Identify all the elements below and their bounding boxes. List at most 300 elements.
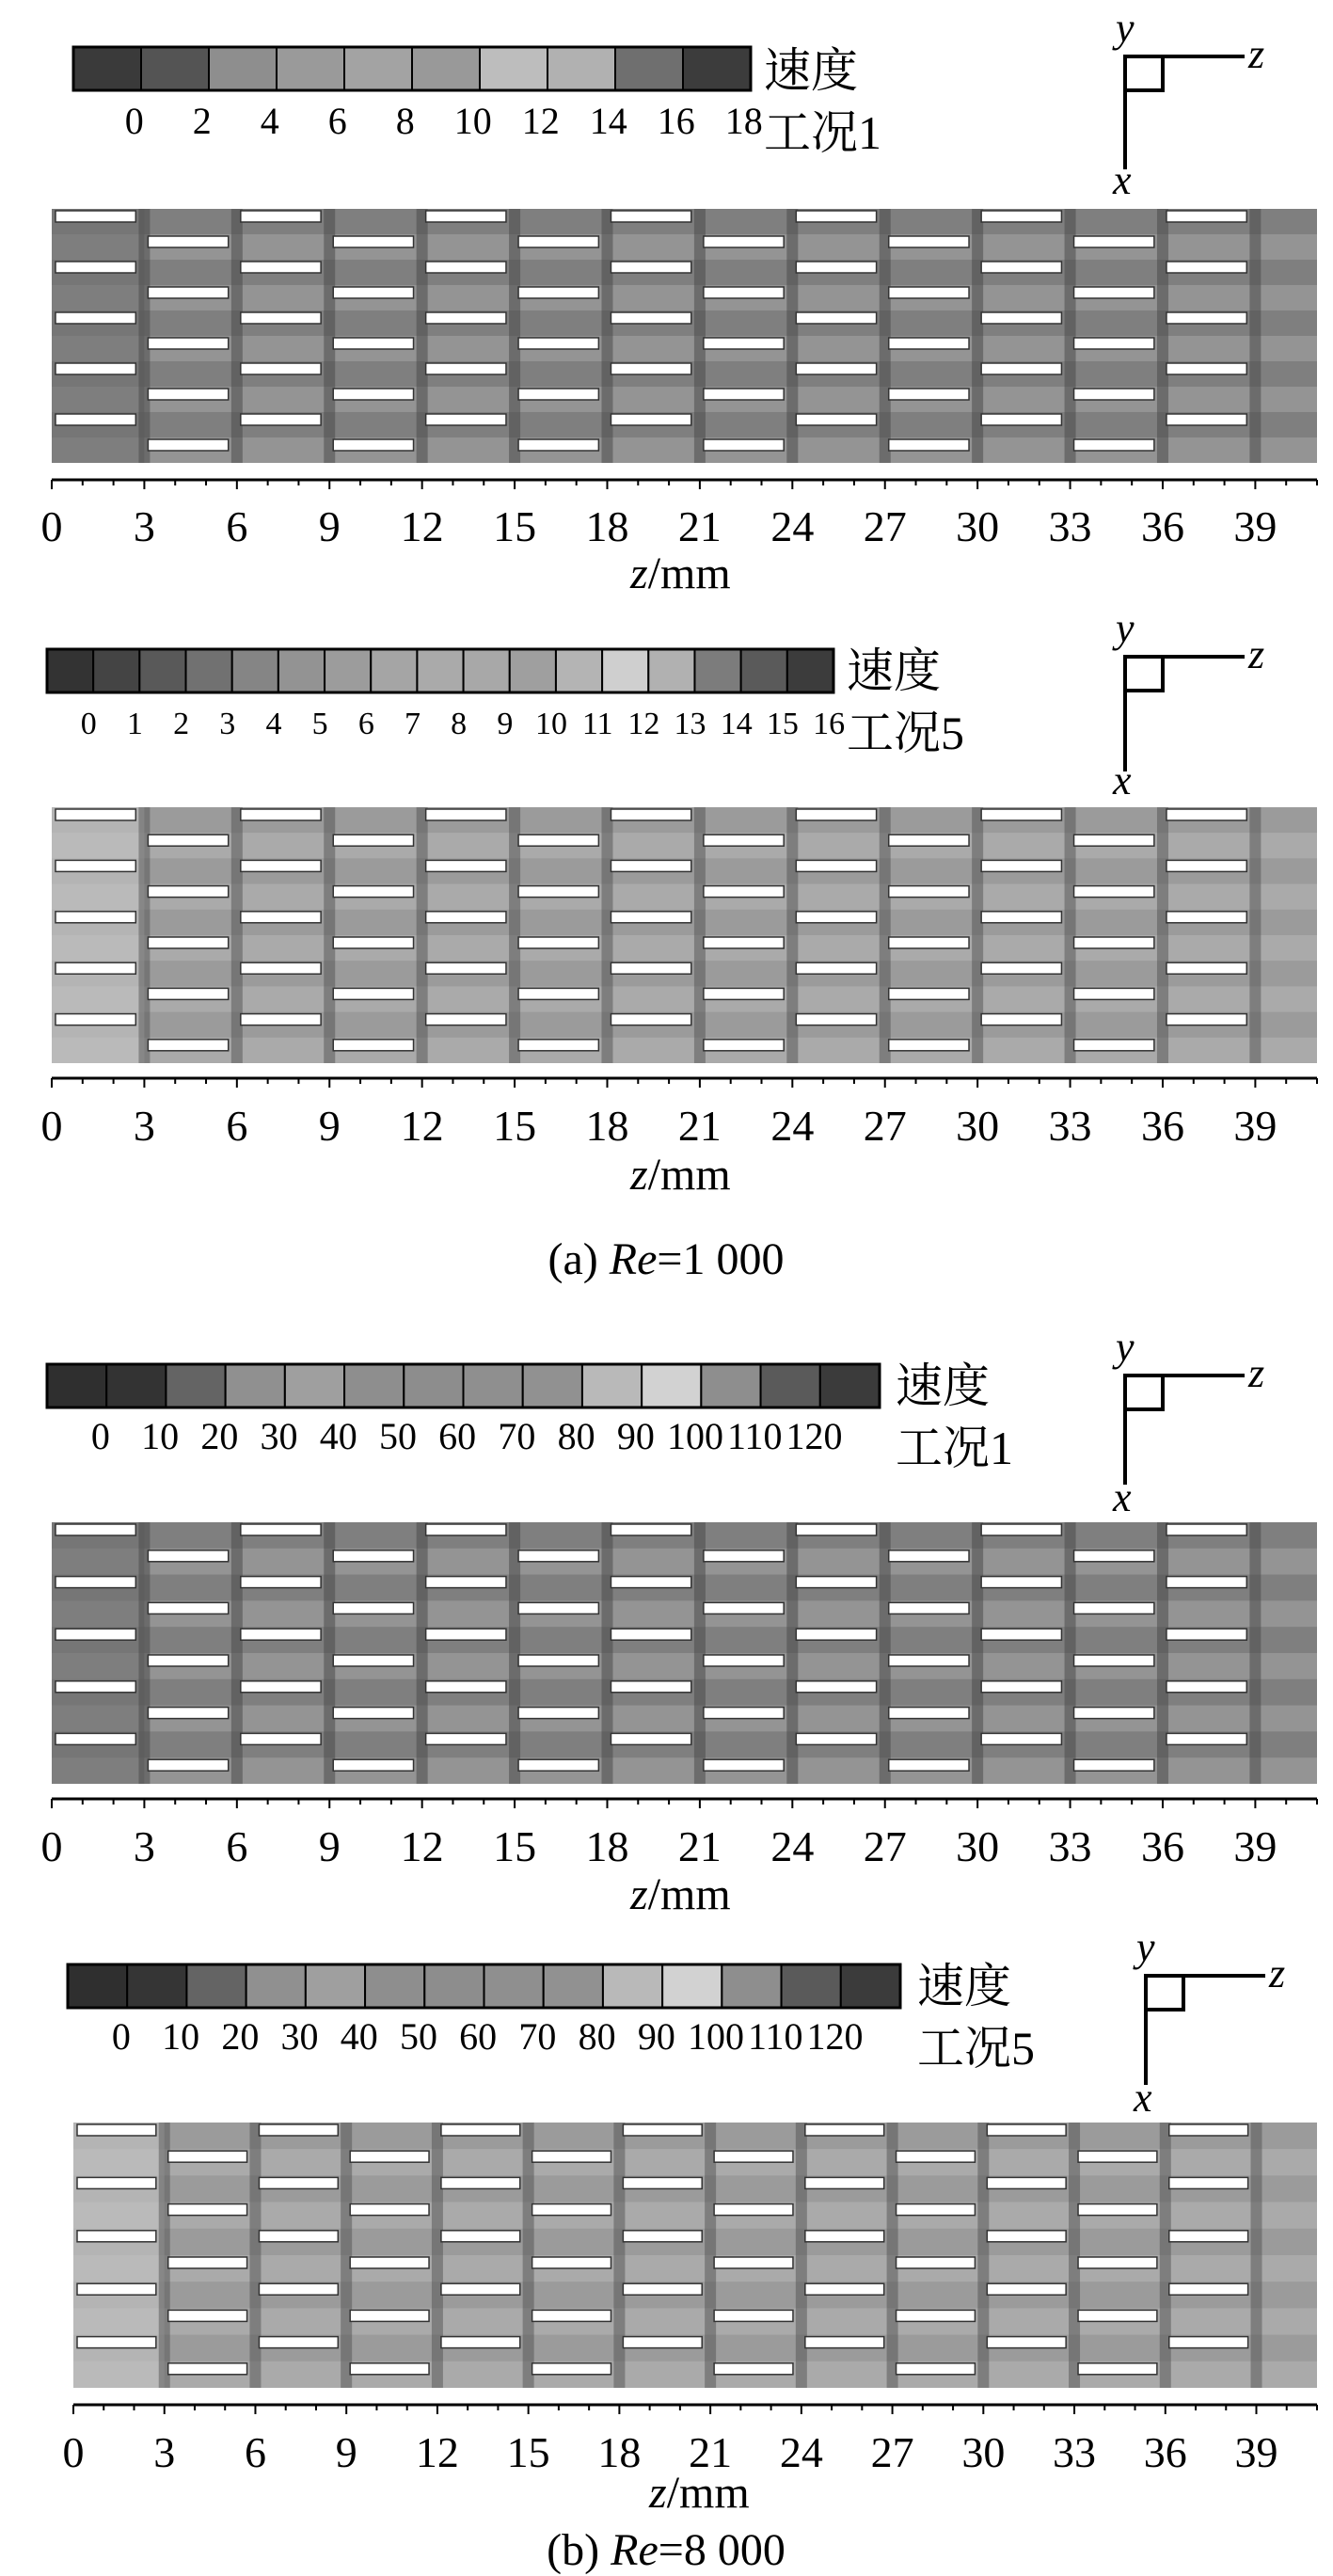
- legend-swatch: [544, 1964, 603, 2008]
- x-axis-tick-label: 24: [770, 1102, 815, 1150]
- legend-swatch: [139, 649, 185, 692]
- fin: [518, 236, 598, 247]
- legend-swatch: [741, 649, 787, 692]
- flow-field-2: [52, 807, 1317, 1063]
- x-axis-tick-label: 21: [689, 2428, 733, 2476]
- x-axis-title-1: [629, 549, 731, 598]
- fin: [796, 962, 876, 974]
- legend-swatch: [510, 649, 556, 692]
- fin: [796, 312, 876, 324]
- fin: [981, 1681, 1061, 1693]
- x-axis-tick-label: 30: [956, 1822, 1000, 1870]
- fin: [981, 1014, 1061, 1026]
- fin: [889, 389, 969, 400]
- fin: [148, 937, 228, 948]
- legend-swatch: [694, 649, 740, 692]
- fin: [148, 287, 228, 298]
- fin: [611, 1524, 690, 1535]
- fin: [56, 809, 135, 820]
- fin: [889, 886, 969, 898]
- fin: [987, 2283, 1066, 2295]
- legend-ticks-2: [81, 707, 845, 741]
- fin: [1166, 962, 1246, 974]
- fin: [241, 1681, 321, 1693]
- fin: [889, 1550, 969, 1562]
- x-axis-unit-3: /mm: [647, 1869, 731, 1919]
- legend-swatch: [820, 1364, 880, 1407]
- fin: [518, 287, 598, 298]
- legend-tick-label: 7: [404, 707, 421, 741]
- fin: [148, 338, 228, 349]
- fin: [441, 2124, 520, 2136]
- legend-swatch: [68, 1964, 127, 2008]
- fin: [1166, 1681, 1246, 1693]
- x-axis-tick-label: 18: [585, 1102, 629, 1150]
- legend-tick-label: 0: [111, 2015, 131, 2058]
- fin: [889, 988, 969, 999]
- fin: [259, 2124, 338, 2136]
- fin: [426, 1524, 506, 1535]
- legend-tick-label: 10: [141, 1415, 180, 1457]
- fin: [148, 1550, 228, 1562]
- legend-swatch: [106, 1364, 166, 1407]
- fin: [889, 338, 969, 349]
- legend-tick-label: 10: [162, 2015, 200, 2058]
- fin: [623, 2283, 702, 2295]
- fin: [1166, 860, 1246, 871]
- fin: [1166, 1629, 1246, 1640]
- coord-y-label-3: y: [1116, 1324, 1135, 1370]
- legend-swatch: [246, 1964, 306, 2008]
- x-axis-tick-label: 36: [1140, 1102, 1184, 1150]
- fin: [714, 2204, 793, 2216]
- legend-swatch: [306, 1964, 365, 2008]
- fin: [1166, 262, 1246, 273]
- panel-3: [41, 1324, 1318, 1919]
- fin: [1169, 2283, 1248, 2295]
- legend-tick-label: 6: [327, 100, 347, 142]
- x-axis-tick-label: 33: [1048, 502, 1092, 550]
- fin: [56, 1733, 135, 1744]
- x-axis-tick-label: 39: [1233, 502, 1277, 550]
- fin: [796, 1577, 876, 1588]
- fin: [441, 2337, 520, 2348]
- legend-colorbar-1: [73, 47, 751, 90]
- fin: [333, 937, 413, 948]
- fin: [981, 262, 1061, 273]
- x-axis-tick-label: 18: [585, 1822, 629, 1870]
- fin: [426, 1629, 506, 1640]
- fin: [532, 2310, 611, 2321]
- x-axis-tick-label: 9: [318, 1102, 341, 1150]
- legend-colorbar-2: [47, 649, 833, 692]
- fin: [56, 962, 135, 974]
- case-label-4: 工况5: [917, 2022, 1035, 2075]
- coord-x-label-1: x: [1113, 157, 1132, 203]
- fin: [796, 211, 876, 222]
- legend-swatch: [662, 1964, 722, 2008]
- legend-swatch: [285, 1364, 344, 1407]
- x-axis-tick-label: 27: [863, 1822, 907, 1870]
- legend-swatch: [480, 47, 547, 90]
- legend-tick-label: 100: [688, 2015, 745, 2058]
- fin: [611, 1733, 690, 1744]
- fin: [1074, 1602, 1154, 1614]
- x-axis-tick-label: 12: [400, 1822, 444, 1870]
- legend-swatch: [127, 1964, 186, 2008]
- fin: [518, 1040, 598, 1051]
- fin: [1074, 1655, 1154, 1666]
- fin: [714, 2363, 793, 2375]
- x-axis-tick-label: 6: [226, 502, 248, 550]
- fin: [56, 1524, 135, 1535]
- legend-tick-label: 2: [173, 707, 190, 741]
- fin: [1074, 886, 1154, 898]
- fin: [241, 1524, 321, 1535]
- fin: [796, 1014, 876, 1026]
- legend-tick-label: 90: [616, 1415, 655, 1457]
- fin: [704, 1602, 784, 1614]
- fin: [426, 962, 506, 974]
- flow-field-1: [52, 209, 1317, 463]
- x-axis-tick-label: 21: [677, 1822, 722, 1870]
- legend-swatch: [73, 47, 141, 90]
- x-axis-var-2: z: [630, 1150, 648, 1200]
- x-axis-tick-label: 9: [318, 502, 341, 550]
- fin: [981, 1733, 1061, 1744]
- fin: [518, 1602, 598, 1614]
- caption-a-value: =1 000: [657, 1234, 785, 1284]
- legend-label-4: 速度: [917, 1960, 1011, 2012]
- x-axis-tick-label: 30: [956, 502, 1000, 550]
- fin: [518, 338, 598, 349]
- x-axis-tick-label: 39: [1234, 2428, 1278, 2476]
- fin: [441, 2231, 520, 2242]
- legend-tick-label: 3: [219, 707, 236, 741]
- case-label-2: 工况5: [847, 707, 964, 759]
- fin: [987, 2231, 1066, 2242]
- fin: [897, 2363, 976, 2375]
- fin: [1166, 414, 1246, 425]
- fin: [259, 2337, 338, 2348]
- coord-x-label-2: x: [1113, 757, 1132, 803]
- fin: [611, 312, 690, 324]
- panel-2: [41, 605, 1318, 1200]
- legend-swatch: [615, 47, 683, 90]
- fin: [241, 1014, 321, 1026]
- x-axis-tick-label: 3: [133, 1822, 155, 1870]
- legend-tick-label: 12: [627, 707, 660, 741]
- legend-swatch: [325, 649, 371, 692]
- fin: [704, 1040, 784, 1051]
- fin: [168, 2363, 247, 2375]
- legend-swatch: [404, 1364, 463, 1407]
- x-axis-tick-label: 18: [597, 2428, 642, 2476]
- fin: [981, 363, 1061, 374]
- fin: [981, 912, 1061, 923]
- caption-a-var: Re: [609, 1234, 658, 1284]
- legend-tick-label: 50: [378, 1415, 417, 1457]
- legend-swatch: [484, 1964, 544, 2008]
- coord-z-label-2: z: [1248, 631, 1265, 677]
- caption-b: [547, 2525, 786, 2575]
- x-axis-3: [41, 1799, 1318, 1870]
- fin: [796, 1681, 876, 1693]
- panel-4: [63, 1924, 1318, 2518]
- coordinate-axes-4: [1133, 1924, 1285, 2121]
- fin-edge-streak: [1251, 2123, 1262, 2388]
- legend-tick-label: 10: [535, 707, 568, 741]
- legend-swatch: [166, 1364, 225, 1407]
- legend-tick-label: 14: [720, 707, 753, 741]
- fin: [1074, 988, 1154, 999]
- fin: [148, 1040, 228, 1051]
- fin: [241, 1733, 321, 1744]
- fin: [77, 2124, 156, 2136]
- fin: [1166, 1733, 1246, 1744]
- fin: [805, 2124, 884, 2136]
- legend-tick-label: 9: [497, 707, 514, 741]
- legend-swatch: [683, 47, 751, 90]
- fin: [518, 1655, 598, 1666]
- legend-tick-label: 20: [200, 1415, 239, 1457]
- fin: [56, 1577, 135, 1588]
- fin: [889, 439, 969, 451]
- legend-tick-label: 30: [280, 2015, 319, 2058]
- fin: [532, 2257, 611, 2268]
- x-axis-var-1: z: [630, 549, 648, 598]
- fin: [981, 211, 1061, 222]
- legend-tick-label: 40: [319, 1415, 357, 1457]
- x-axis-tick-label: 9: [318, 1822, 341, 1870]
- x-axis-tick-label: 30: [956, 1102, 1000, 1150]
- fin: [77, 2177, 156, 2188]
- legend-swatch: [761, 1364, 820, 1407]
- legend-swatch: [226, 1364, 285, 1407]
- fin: [611, 1577, 690, 1588]
- x-axis-tick-label: 12: [400, 1102, 444, 1150]
- x-axis-tick-label: 6: [226, 1102, 248, 1150]
- x-axis-tick-label: 24: [770, 1822, 815, 1870]
- fin: [333, 835, 413, 846]
- fin: [241, 1629, 321, 1640]
- fin: [241, 312, 321, 324]
- fin: [796, 809, 876, 820]
- fin: [611, 414, 690, 425]
- fin: [148, 389, 228, 400]
- fin: [241, 1577, 321, 1588]
- fin: [259, 2231, 338, 2242]
- legend-tick-label: 70: [498, 1415, 536, 1457]
- fin: [426, 363, 506, 374]
- x-axis-tick-label: 0: [62, 2428, 85, 2476]
- fin: [897, 2310, 976, 2321]
- legend-tick-label: 14: [589, 100, 627, 142]
- fin: [148, 236, 228, 247]
- fin: [426, 1014, 506, 1026]
- case-label-3: 工况1: [896, 1422, 1013, 1474]
- fin: [1078, 2204, 1157, 2216]
- legend-swatch: [782, 1964, 841, 2008]
- fin: [704, 835, 784, 846]
- fin: [532, 2363, 611, 2375]
- fin: [426, 1577, 506, 1588]
- x-axis-4: [63, 2405, 1318, 2476]
- fin: [981, 860, 1061, 871]
- fin: [441, 2177, 520, 2188]
- legend-ticks-3: [91, 1415, 843, 1457]
- fin: [1169, 2177, 1248, 2188]
- legend-swatch: [602, 649, 648, 692]
- legend-tick-label: 20: [221, 2015, 260, 2058]
- fin: [333, 1602, 413, 1614]
- legend-colorbar-3: [47, 1364, 880, 1407]
- x-axis-tick-label: 27: [863, 1102, 907, 1150]
- fin: [796, 1629, 876, 1640]
- fin: [518, 389, 598, 400]
- x-axis-tick-label: 6: [244, 2428, 266, 2476]
- fin: [981, 809, 1061, 820]
- fin: [981, 1629, 1061, 1640]
- fin: [704, 287, 784, 298]
- legend-swatch: [371, 649, 417, 692]
- coordinate-axes-1: [1112, 5, 1264, 203]
- fin: [704, 338, 784, 349]
- fin: [796, 1733, 876, 1744]
- fin: [1166, 1524, 1246, 1535]
- fin: [611, 1681, 690, 1693]
- x-axis-tick-label: 30: [961, 2428, 1006, 2476]
- coordinate-axes-3: [1112, 1324, 1264, 1520]
- x-axis-var-3: z: [630, 1869, 648, 1919]
- fin: [333, 287, 413, 298]
- legend-swatch: [424, 1964, 484, 2008]
- legend-swatch: [556, 649, 602, 692]
- fin: [1074, 338, 1154, 349]
- fin: [333, 1655, 413, 1666]
- fin: [77, 2231, 156, 2242]
- fin: [704, 389, 784, 400]
- fin: [714, 2151, 793, 2162]
- fin: [704, 937, 784, 948]
- legend-swatch: [582, 1364, 642, 1407]
- fin: [1074, 236, 1154, 247]
- fin: [623, 2124, 702, 2136]
- fin: [796, 363, 876, 374]
- x-axis-tick-label: 33: [1053, 2428, 1097, 2476]
- caption-b-prefix: (b): [547, 2525, 611, 2575]
- legend-swatch: [344, 1364, 404, 1407]
- fin: [259, 2177, 338, 2188]
- fin: [1074, 1759, 1154, 1771]
- x-axis-tick-label: 36: [1140, 1822, 1184, 1870]
- fin: [889, 236, 969, 247]
- fin: [56, 860, 135, 871]
- fin: [611, 860, 690, 871]
- caption-a-prefix: (a): [547, 1234, 610, 1284]
- legend-tick-label: 110: [726, 1415, 783, 1457]
- fin: [1078, 2310, 1157, 2321]
- x-axis-tick-label: 0: [40, 502, 63, 550]
- caption-b-var: Re: [611, 2525, 659, 2575]
- legend-tick-label: 15: [766, 707, 799, 741]
- fin-edge-streak: [1249, 1522, 1261, 1784]
- legend-swatch: [278, 649, 325, 692]
- fin: [426, 1681, 506, 1693]
- fin: [611, 809, 690, 820]
- x-axis-title-4: [648, 2468, 750, 2518]
- fin: [623, 2337, 702, 2348]
- fin: [704, 886, 784, 898]
- x-axis-tick-label: 12: [415, 2428, 459, 2476]
- fin: [333, 1759, 413, 1771]
- fin: [889, 1602, 969, 1614]
- fin: [981, 962, 1061, 974]
- legend-tick-label: 120: [806, 2015, 864, 2058]
- fin: [1166, 809, 1246, 820]
- fin: [56, 363, 135, 374]
- fin: [1169, 2231, 1248, 2242]
- legend-tick-label: 12: [521, 100, 560, 142]
- legend-tick-label: 18: [724, 100, 763, 142]
- fin: [623, 2231, 702, 2242]
- fin: [1074, 1708, 1154, 1719]
- fin: [611, 1014, 690, 1026]
- x-axis-tick-label: 9: [335, 2428, 357, 2476]
- case-label-1: 工况1: [764, 106, 881, 159]
- fin: [56, 1014, 135, 1026]
- legend-tick-label: 16: [813, 707, 846, 741]
- fin: [148, 1759, 228, 1771]
- legend-tick-label: 80: [578, 2015, 616, 2058]
- legend-tick-label: 4: [265, 707, 282, 741]
- fin: [241, 809, 321, 820]
- legend-tick-label: 120: [786, 1415, 843, 1457]
- x-axis-unit-4: /mm: [666, 2468, 750, 2518]
- legend-tick-label: 8: [451, 707, 468, 741]
- fin: [1166, 312, 1246, 324]
- legend-swatch: [412, 47, 480, 90]
- fin: [889, 287, 969, 298]
- legend-swatch: [603, 1964, 662, 2008]
- fin: [981, 1524, 1061, 1535]
- flow-field-3: [52, 1522, 1317, 1784]
- legend-swatch: [365, 1964, 424, 2008]
- fin: [333, 236, 413, 247]
- x-axis-tick-label: 3: [133, 1102, 155, 1150]
- fin: [987, 2337, 1066, 2348]
- fin: [56, 1681, 135, 1693]
- fin: [532, 2204, 611, 2216]
- fin: [897, 2151, 976, 2162]
- fin: [1074, 439, 1154, 451]
- fin: [426, 860, 506, 871]
- fin: [611, 962, 690, 974]
- legend-tick-label: 0: [90, 1415, 110, 1457]
- fin: [889, 937, 969, 948]
- fin: [1169, 2337, 1248, 2348]
- coord-z-label-3: z: [1248, 1350, 1265, 1396]
- legend-swatch: [47, 1364, 106, 1407]
- fin: [259, 2283, 338, 2295]
- legend-swatch: [464, 649, 510, 692]
- x-axis-title-3: [629, 1869, 731, 1919]
- legend-swatch: [523, 1364, 582, 1407]
- legend-swatch: [209, 47, 277, 90]
- fin: [796, 912, 876, 923]
- coord-y-label-1: y: [1116, 5, 1135, 51]
- fin: [333, 389, 413, 400]
